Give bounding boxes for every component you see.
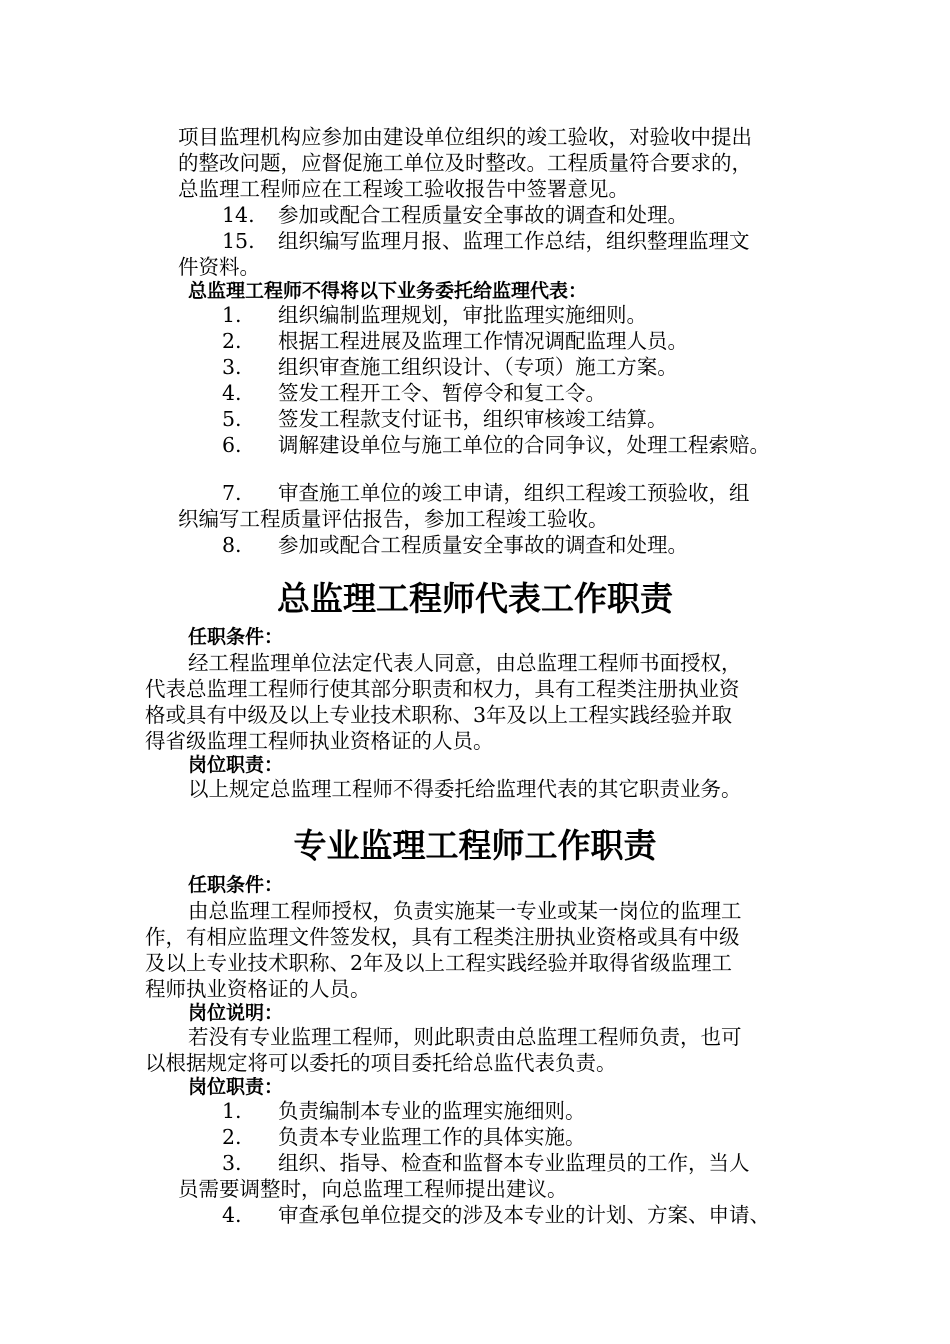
paragraph-line: 代表总监理工程师行使其部分职责和权力，具有工程类注册执业资 xyxy=(145,677,740,701)
subsection-label: 岗位职责： xyxy=(188,754,284,776)
item-text: 审查承包单位提交的涉及本专业的计划、方案、申请、 xyxy=(278,1203,770,1227)
list-item xyxy=(222,1098,586,1124)
list-item xyxy=(222,328,688,354)
list-item xyxy=(222,532,688,558)
item-text: 负责本专业监理工作的具体实施。 xyxy=(278,1125,586,1149)
subsection-label: 岗位说明： xyxy=(188,1002,284,1024)
item-continuation: 员需要调整时，向总监理工程师提出建议。 xyxy=(178,1177,568,1201)
list-item xyxy=(222,380,606,406)
paragraph-line: 由总监理工程师授权，负责实施某一专业或某一岗位的监理工 xyxy=(188,899,742,923)
item-number: 4. xyxy=(222,1203,242,1227)
item-text: 组织、指导、检查和监督本专业监理员的工作，当人 xyxy=(278,1151,750,1175)
subsection-label: 岗位职责： xyxy=(188,1076,284,1098)
section-heading: 总监理工程师代表工作职责 xyxy=(277,579,673,618)
item-number: 7. xyxy=(222,481,242,505)
item-number: 3. xyxy=(222,1151,242,1175)
paragraph-line: 经工程监理单位法定代表人同意，由总监理工程师书面授权， xyxy=(188,651,742,675)
item-number: 3. xyxy=(222,355,242,379)
paragraph-line: 以根据规定将可以委托的项目委托给总监代表负责。 xyxy=(145,1051,617,1075)
list-item xyxy=(222,202,688,228)
list-item xyxy=(222,354,678,380)
item-number: 15. xyxy=(222,229,255,253)
item-text: 参加或配合工程质量安全事故的调查和处理。 xyxy=(278,203,688,227)
paragraph-line: 的整改问题，应督促施工单位及时整改。工程质量符合要求的， xyxy=(178,151,752,175)
item-text: 根据工程进展及监理工作情况调配监理人员。 xyxy=(278,329,688,353)
item-number: 8. xyxy=(222,533,242,557)
item-number: 4. xyxy=(222,381,242,405)
item-text: 组织编写监理月报、监理工作总结，组织整理监理文 xyxy=(278,229,750,253)
item-text: 调解建设单位与施工单位的合同争议，处理工程索赔。 xyxy=(278,433,770,457)
item-number: 1. xyxy=(222,1099,242,1123)
item-number: 1. xyxy=(222,303,242,327)
paragraph-line: 程师执业资格证的人员。 xyxy=(145,977,371,1001)
item-continuation: 件资料。 xyxy=(178,255,260,279)
paragraph-line: 若没有专业监理工程师，则此职责由总监理工程师负责，也可 xyxy=(188,1025,742,1049)
item-number: 6. xyxy=(222,433,242,457)
item-continuation: 织编写工程质量评估报告，参加工程竣工验收。 xyxy=(178,507,609,531)
item-text: 参加或配合工程质量安全事故的调查和处理。 xyxy=(278,533,688,557)
item-number: 2. xyxy=(222,1125,242,1149)
paragraph-line: 作，有相应监理文件签发权，具有工程类注册执业资格或具有中级 xyxy=(145,925,740,949)
paragraph-line: 以上规定总监理工程师不得委托给监理代表的其它职责业务。 xyxy=(188,777,742,801)
item-text: 审查施工单位的竣工申请，组织工程竣工预验收，组 xyxy=(278,481,750,505)
item-text: 签发工程开工令、暂停令和复工令。 xyxy=(278,381,606,405)
subsection-label: 任职条件： xyxy=(188,626,284,648)
item-number: 2. xyxy=(222,329,242,353)
paragraph-line: 及以上专业技术职称、2年及以上工程实践经验并取得省级监理工 xyxy=(145,951,733,975)
item-text: 组织编制监理规划，审批监理实施细则。 xyxy=(278,303,647,327)
item-number: 5. xyxy=(222,407,242,431)
list-item xyxy=(222,1150,750,1176)
list-title: 总监理工程师不得将以下业务委托给监理代表： xyxy=(188,280,588,302)
item-number: 14. xyxy=(222,203,255,227)
list-item xyxy=(222,1124,586,1150)
subsection-label: 任职条件： xyxy=(188,874,284,896)
paragraph-line: 总监理工程师应在工程竣工验收报告中签署意见。 xyxy=(178,177,629,201)
paragraph-line: 项目监理机构应参加由建设单位组织的竣工验收，对验收中提出 xyxy=(178,125,752,149)
list-item xyxy=(222,1202,770,1228)
list-item xyxy=(222,432,770,458)
item-text: 负责编制本专业的监理实施细则。 xyxy=(278,1099,586,1123)
paragraph-line: 格或具有中级及以上专业技术职称、3年及以上工程实践经验并取 xyxy=(145,703,733,727)
item-text: 组织审查施工组织设计、（专项）施工方案。 xyxy=(278,355,678,379)
item-text: 签发工程款支付证书，组织审核竣工结算。 xyxy=(278,407,668,431)
paragraph-line: 得省级监理工程师执业资格证的人员。 xyxy=(145,729,494,753)
section-heading: 专业监理工程师工作职责 xyxy=(293,826,657,865)
list-item xyxy=(222,228,750,254)
list-item xyxy=(222,406,668,432)
list-item xyxy=(222,302,647,328)
list-item xyxy=(222,480,750,506)
